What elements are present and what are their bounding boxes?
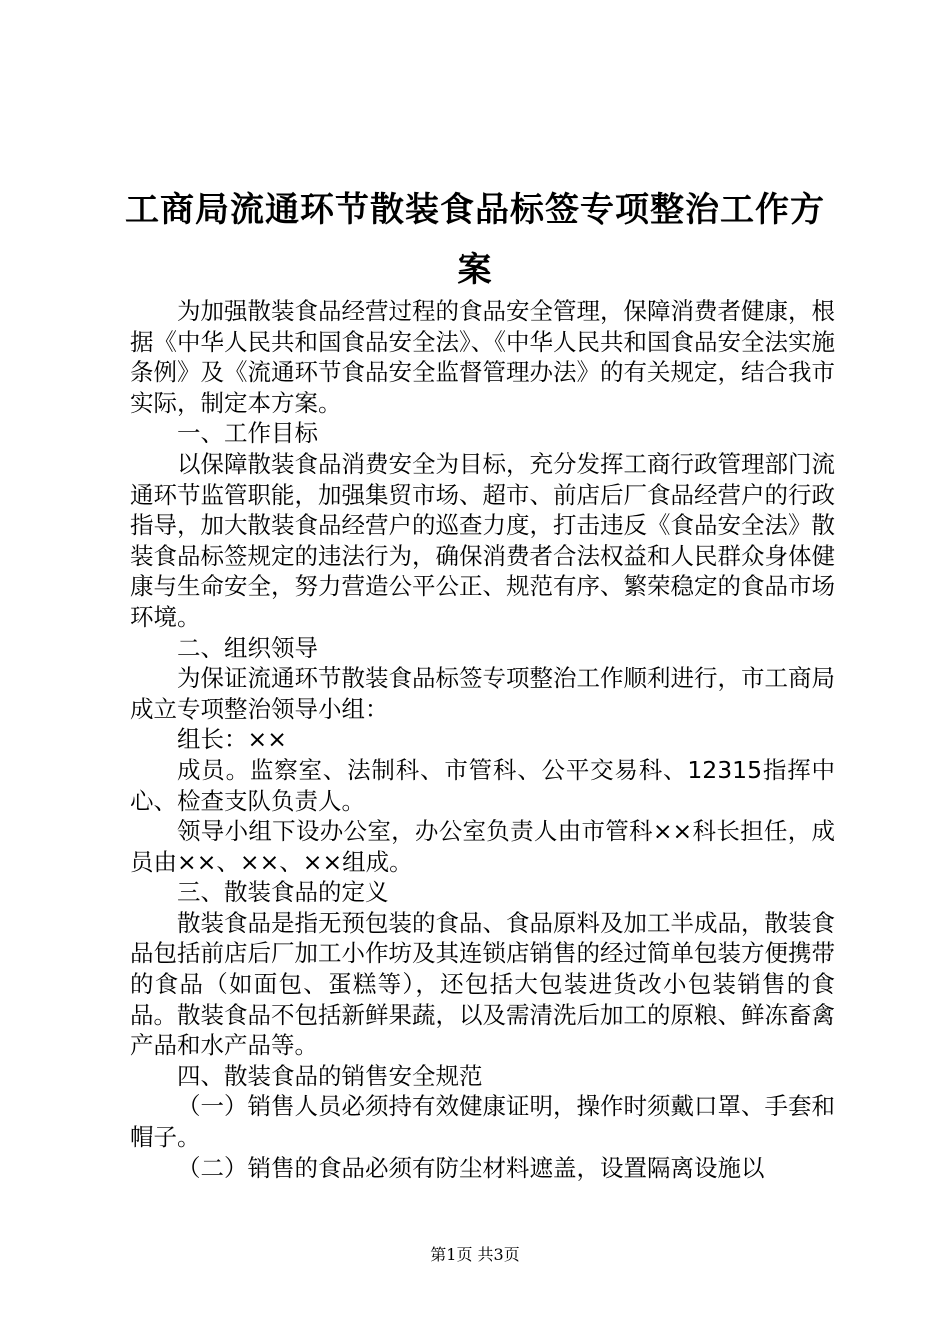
document-title — [100, 180, 850, 300]
section-heading: 四、散装食品的销售安全规范 — [177, 1061, 483, 1090]
title-line-1: 工商局流通环节散装食品标签专项整治工作方 — [125, 190, 825, 230]
section-heading: 二、组织领导 — [177, 633, 318, 662]
page-footer: 第1页 共3页 — [430, 1245, 520, 1264]
paragraph: 散装食品是指无预包装的食品、食品原料及加工半成品，散装食品包括前店后厂加工小作坊及其连锁店销售的经过简单包装方便携带的食品（如面包、蛋糕等），还包括大包装进货改小包装销售的食品。散装食品不包括新鲜果蔬，以及需清洗后加工的原粮、鲜冻畜禽产品和水产品等。 — [130, 908, 835, 1060]
section-heading: 一、工作目标 — [177, 419, 318, 448]
paragraph: （二）销售的食品必须有防尘材料遮盖，设置隔离设施以 — [177, 1153, 765, 1182]
document-body — [130, 296, 835, 1183]
paragraph: 为保证流通环节散装食品标签专项整治工作顺利进行，市工商局成立专项整治领导小组： — [130, 664, 835, 723]
paragraph: 领导小组下设办公室，办公室负责人由市管科××科长担任，成员由××、××、××组成。 — [130, 817, 835, 876]
paragraph: 为加强散装食品经营过程的食品安全管理，保障消费者健康，根据《中华人民共和国食品安全法》、《中华人民共和国食品安全法实施条例》及《流通环节食品安全监督管理办法》的有关规定，结合我市实际，制定本方案。 — [130, 297, 835, 417]
paragraph: 以保障散装食品消费安全为目标，充分发挥工商行政管理部门流通环节监管职能，加强集贸市场、超市、前店后厂食品经营户的行政指导，加大散装食品经营户的巡查力度，打击违反《食品安全法》散装食品标签规定的违法行为，确保消费者合法权益和人民群众身体健康与生命安全，努力营造公平公正、规范有序、繁荣稳定的食品市场环境。 — [130, 449, 835, 631]
paragraph: （一）销售人员必须持有效健康证明，操作时须戴口罩、手套和帽子。 — [130, 1092, 835, 1152]
section-heading: 三、散装食品的定义 — [177, 878, 389, 907]
paragraph: 组长：×× — [177, 725, 287, 754]
paragraph: 成员。监察室、法制科、市管科、公平交易科、12315指挥中心、检查支队负责人。 — [130, 755, 835, 815]
title-line-2: 案 — [457, 250, 493, 290]
